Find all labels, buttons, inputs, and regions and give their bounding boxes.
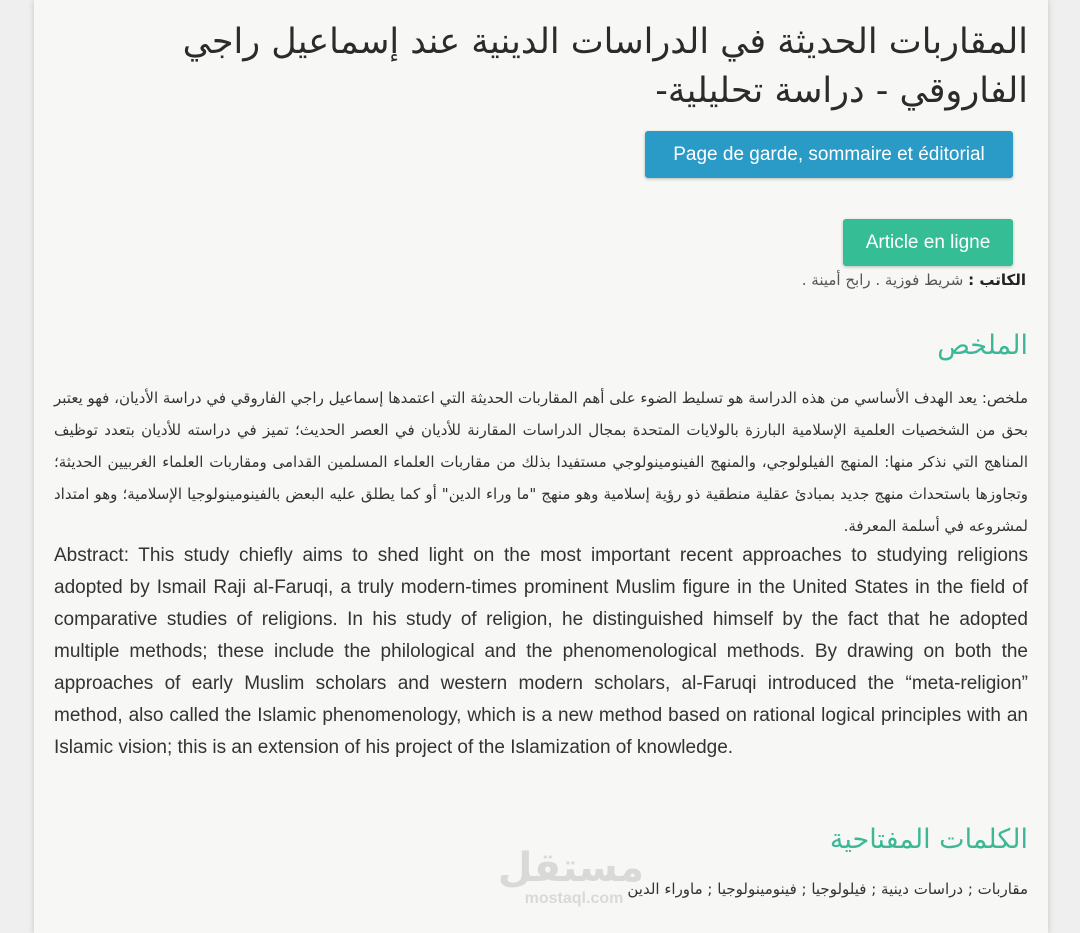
summary-heading: الملخص xyxy=(937,330,1028,361)
front-matter-button[interactable]: Page de garde, sommaire et éditorial xyxy=(645,131,1013,178)
watermark-arabic: مستقل xyxy=(497,845,644,891)
author-line xyxy=(802,271,1026,289)
article-title: المقاربات الحديثة في الدراسات الدينية عند إسماعيل راجي الفاروقي - دراسة تحليلية- xyxy=(182,22,1028,111)
mostaql-watermark xyxy=(497,845,644,915)
abstract-english: Abstract: This study chiefly aims to shed light on the most important recent approaches to studying religions adopted by Ismail Raji al-Faruqi, a truly modern-times prominent Muslim figure in the United States in the field of comparative studies of religions. In his study of religion, he distinguished himself by the fact that he adopted multiple methods; these include the philological and the phenomenological methods. By drawing on both the approaches of early Muslim scholars and western modern scholars, al-Faruqi introduced the “meta-religion” method, also called the Islamic phenomenology, which is a new method based on rational logical principles with an Islamic vision; this is an extension of his project of the Islamization of knowledge. xyxy=(54,545,1028,758)
author-names[interactable]: شريط فوزية . رابح أمينة . xyxy=(801,271,964,289)
article-card xyxy=(34,0,1048,933)
keywords-list: مقاربات ; دراسات دينية ; فيلولوجيا ; فينومينولوجيا ; ماوراء الدين xyxy=(627,880,1028,898)
article-online-button[interactable]: Article en ligne xyxy=(843,219,1013,266)
author-label: الكاتب : xyxy=(968,271,1026,289)
watermark-latin: mostaql.com xyxy=(524,890,624,907)
keywords-heading: الكلمات المفتاحية xyxy=(829,824,1028,855)
abstract-arabic: ملخص: يعد الهدف الأساسي من هذه الدراسة هو تسليط الضوء على أهم المقاربات الحديثة التي اعتمدها إسماعيل راجي الفاروقي في دراسة الأديان، فهو يعتبر بحق من الشخصيات العلمية الإسلامية البارزة بالولايات المتحدة بمجال الدراسات المقارنة للأديان في العصر الحديث؛ تميز في دراسته للأديان بتعدد توظيف المناهج التي نذكر منها: المنهج الفيلولوجي، والمنهج الفينومينولوجي مستفيدا بذلك من مقاربات العلماء المسلمين القدامى ومقاربات العلماء الغربيين الحديثة؛ وتجاوزها باستحداث منهج جديد بمبادئ عقلية منطقية ذو رؤية إسلامية وهو منهج "ما وراء الدين" أو كما يطلق عليه البعض بالفينومينولوجيا الإسلامية؛ وهو امتداد لمشروعه في أسلمة المعرفة. xyxy=(54,389,1028,535)
